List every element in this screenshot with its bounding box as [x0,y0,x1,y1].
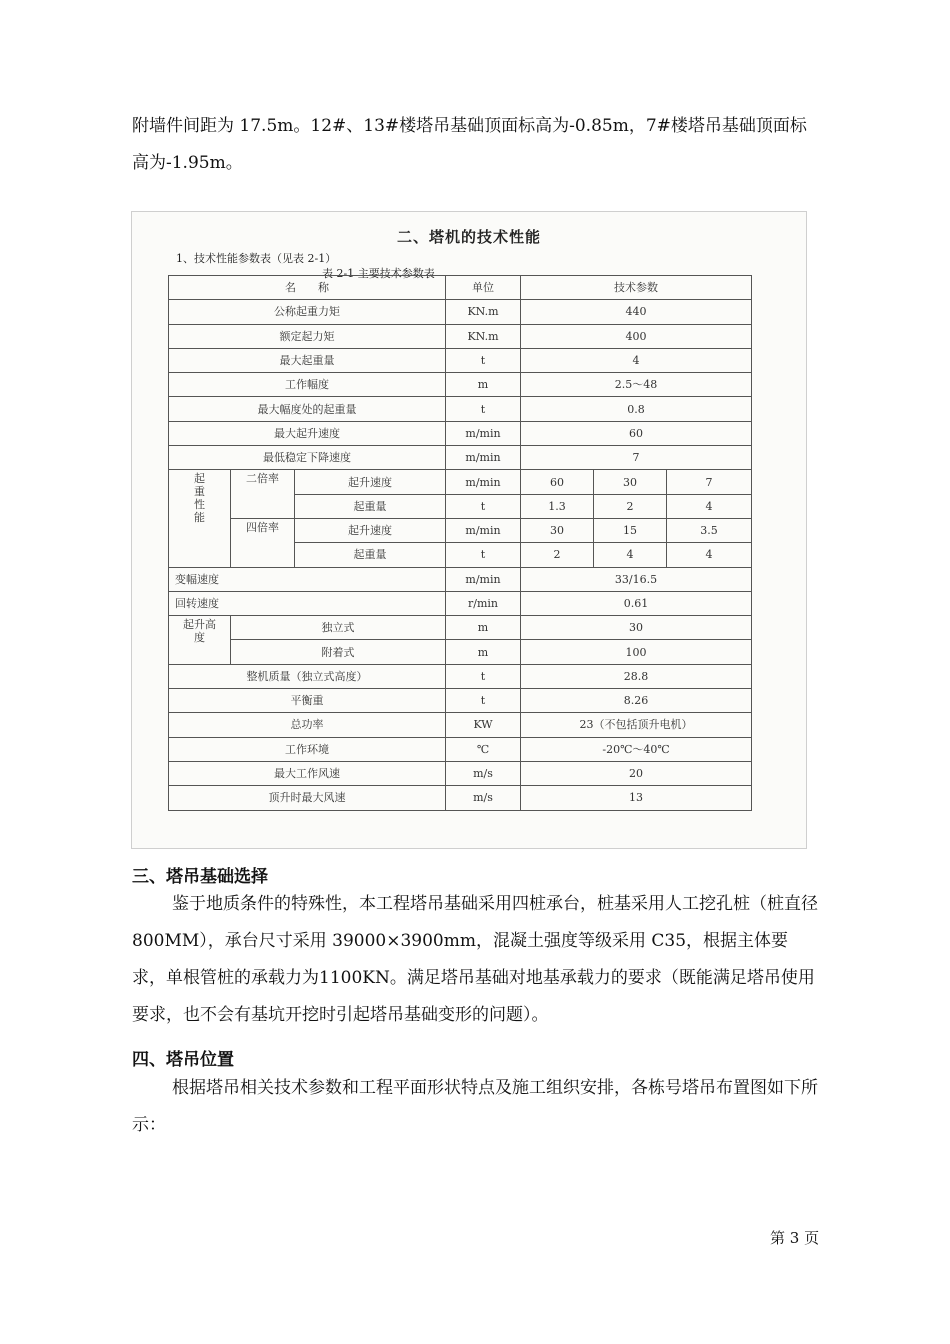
row-value: 7 [667,470,752,494]
page-number: 第 3 页 [770,1229,820,1247]
row-label: 起升速度 [295,470,446,494]
section3-heading: 三、塔吊基础选择 [132,867,268,887]
table-row [169,348,752,372]
quad-rate-label: 四倍率 [231,518,295,567]
row-value: 100 [521,640,752,664]
row-value: 0.8 [521,397,752,421]
table-row [169,689,752,713]
row-value: 2 [594,494,667,518]
row-label: 回转速度 [169,591,446,615]
row-value: 28.8 [521,664,752,688]
double-rate-label: 二倍率 [231,470,295,519]
row-value: -20℃～40℃ [521,737,752,761]
scan-title: 二、塔机的技术性能 [396,228,541,246]
table-row [169,421,752,445]
row-value: 60 [521,470,594,494]
row-label: 公称起重力矩 [169,300,446,324]
row-value: 7 [521,446,752,470]
row-unit: m/min [446,567,521,591]
row-unit: m/s [446,761,521,785]
table-header-row [169,276,752,300]
row-value: 3.5 [667,518,752,542]
header-unit: 单位 [446,276,521,300]
row-unit: KN.m [446,300,521,324]
row-unit: m/min [446,470,521,494]
table-row [169,786,752,810]
row-value: 440 [521,300,752,324]
table-row [169,591,752,615]
header-param: 技术参数 [521,276,752,300]
table-row [169,737,752,761]
row-value: 4 [521,348,752,372]
row-value: 4 [667,494,752,518]
row-value: 2.5～48 [521,373,752,397]
row-unit: t [446,494,521,518]
table-row [169,713,752,737]
table-row [169,397,752,421]
row-unit: r/min [446,591,521,615]
scan-subtitle: 1、技术性能参数表（见表 2-1） [176,252,337,265]
table-row [169,664,752,688]
row-unit: m [446,373,521,397]
row-value: 15 [594,518,667,542]
row-unit: m/min [446,518,521,542]
row-value: 8.26 [521,689,752,713]
header-name: 名 称 [169,276,446,300]
row-value: 4 [667,543,752,567]
row-label: 工作幅度 [169,373,446,397]
row-value: 20 [521,761,752,785]
row-unit: m/min [446,446,521,470]
row-unit: t [446,689,521,713]
row-label: 工作环境 [169,737,446,761]
row-label: 最大起重量 [169,348,446,372]
height-group-label: 起升高度 [169,616,231,665]
table-caption: 表 2-1 主要技术参数表 [322,267,435,280]
table-row [169,640,752,664]
row-label: 起重量 [295,494,446,518]
row-label: 独立式 [231,616,446,640]
row-value: 23（不包括顶升电机） [521,713,752,737]
row-unit: t [446,348,521,372]
row-unit: m/s [446,786,521,810]
row-value: 33/16.5 [521,567,752,591]
table-row [169,616,752,640]
row-value: 60 [521,421,752,445]
row-label: 变幅速度 [169,567,446,591]
row-unit: m [446,616,521,640]
scanned-spec-figure [131,211,807,849]
row-value: 400 [521,324,752,348]
section4-heading: 四、塔吊位置 [132,1050,234,1070]
row-label: 最低稳定下降速度 [169,446,446,470]
row-value: 30 [521,518,594,542]
row-label: 整机质量（独立式高度） [169,664,446,688]
row-label: 附着式 [231,640,446,664]
intro-paragraph: 附墙件间距为 17.5m。12#、13#楼塔吊基础顶面标高为-0.85m，7#楼塔吊基础顶面标高为-1.95m。 [132,116,807,173]
row-value: 30 [594,470,667,494]
row-unit: t [446,543,521,567]
row-unit: m/min [446,421,521,445]
row-unit: t [446,397,521,421]
row-label: 起升速度 [295,518,446,542]
table-row [169,446,752,470]
row-unit: KW [446,713,521,737]
row-label: 平衡重 [169,689,446,713]
table-row [169,761,752,785]
table-row [169,324,752,348]
row-value: 30 [521,616,752,640]
row-label: 总功率 [169,713,446,737]
section4-body: 根据塔吊相关技术参数和工程平面形状特点及施工组织安排，各栋号塔吊布置图如下所示： [132,1078,818,1135]
row-unit: t [446,664,521,688]
table-row [169,567,752,591]
table-row [169,373,752,397]
row-value: 13 [521,786,752,810]
row-value: 1.3 [521,494,594,518]
row-label: 最大工作风速 [169,761,446,785]
row-unit: KN.m [446,324,521,348]
row-label: 起重量 [295,543,446,567]
row-unit: ℃ [446,737,521,761]
row-value: 0.61 [521,591,752,615]
table-row [169,518,752,542]
row-value: 2 [521,543,594,567]
row-label: 顶升时最大风速 [169,786,446,810]
row-label: 额定起力矩 [169,324,446,348]
table-row [169,470,752,494]
spec-table [168,275,752,811]
lift-group-label: 起重性能 [169,470,231,567]
row-label: 最大起升速度 [169,421,446,445]
row-unit: m [446,640,521,664]
row-label: 最大幅度处的起重量 [169,397,446,421]
row-value: 4 [594,543,667,567]
section3-body: 鉴于地质条件的特殊性，本工程塔吊基础采用四桩承台，桩基采用人工挖孔桩（桩直径 800MM），承台尺寸采用 39000×3900mm，混凝土强度等级采用 C35，根据主体要求，单根管桩的承载力为1100KN。满足塔吊基础对地基承载力的要求（既能满足塔吊使用要求，也不会有基坑开挖时引起塔吊基础变形的问题）。 [132,894,818,1025]
table-row [169,300,752,324]
